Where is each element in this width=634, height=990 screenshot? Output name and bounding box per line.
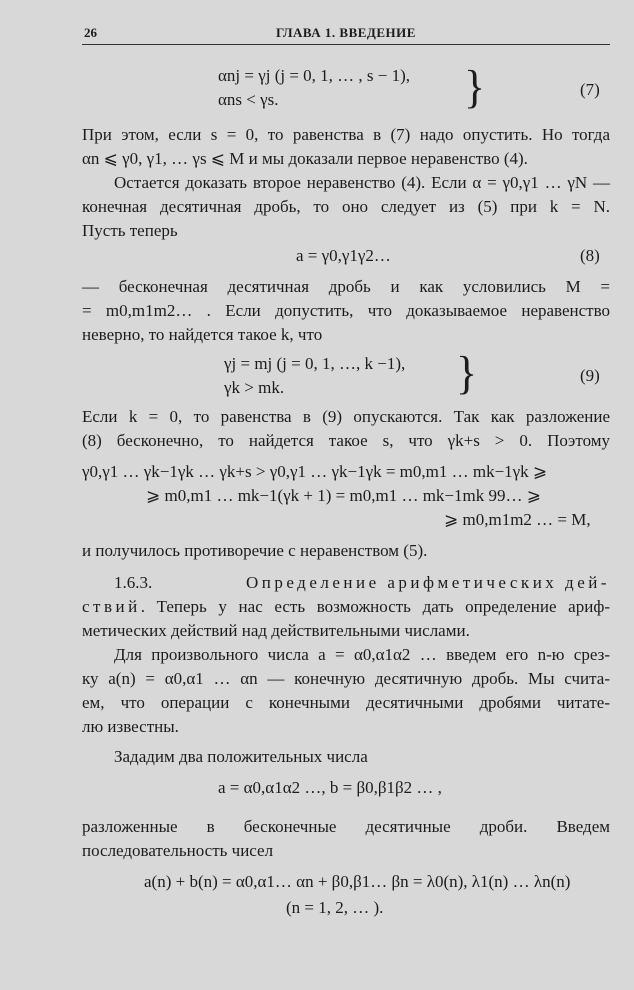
eq10-line2: ⩾ m0,m1 … mk−1(γk + 1) = m0,m1 … mk−1mk 99… ⩾ — [146, 486, 541, 505]
section-line2: метических действий над действительными числами. — [82, 621, 470, 640]
p8-line2: последовательность чисел — [82, 841, 274, 860]
section-heading-line1 — [114, 572, 610, 594]
eq9-brace: } — [456, 347, 478, 400]
eq9-line2: γk > mk. — [224, 378, 285, 397]
eq11: a = α0,α1α2 …, b = β0,β1β2 … , — [218, 778, 442, 797]
p6-line1: Для произвольного числа a = α0,α1α2 … введем его n-ю срез- — [114, 645, 610, 664]
p3-line1: — бесконечная десятичная дробь и как условились M = — [82, 277, 610, 296]
eq12-line2: (n = 1, 2, … ). — [286, 898, 384, 917]
section-title-part1: Определение арифметических дей- — [245, 573, 610, 592]
p2-line3: Пусть теперь — [82, 221, 178, 240]
eq7-number: (7) — [580, 80, 600, 99]
p5: и получилось противоречие с неравенством (5). — [82, 541, 428, 560]
p2-line1: Остается доказать второе неравенство (4). Если α = γ0,γ1 … γN — — [114, 173, 610, 192]
eq8-text: a = γ0,γ1γ2… — [296, 246, 391, 265]
eq7-line2: αns < γs. — [218, 90, 279, 109]
section-line1-rest: . Теперь у нас есть возможность дать определение ариф- — [140, 597, 610, 616]
section-title-part2: ствий — [82, 597, 141, 616]
eq7-line1: αnj = γj (j = 0, 1, … , s − 1), — [218, 66, 411, 85]
running-header — [82, 22, 610, 45]
page-number: 26 — [84, 25, 97, 40]
p3-line2: = m0,m1m2… . Если допустить, что доказываемое неравенство — [82, 301, 610, 320]
p8-line1: разложенные в бесконечные десятичные дроби. Введем — [82, 817, 610, 836]
section-heading-line2 — [82, 596, 610, 618]
eq10-line3: ⩾ m0,m1m2 … = M, — [444, 510, 591, 529]
chapter-title: ГЛАВА 1. ВВЕДЕНИЕ — [276, 25, 416, 40]
p1-line1: При этом, если s = 0, то равенства в (7) надо опустить. Но тогда — [82, 125, 610, 144]
p1-line2: αn ⩽ γ0, γ1, … γs ⩽ M и мы доказали первое неравенство (4). — [82, 149, 528, 168]
p3-line3: неверно, то найдется такое k, что — [82, 325, 323, 344]
p2-line2: конечная десятичная дробь, то оно следует из (5) при k = N. — [82, 197, 610, 216]
eq12-line1: a(n) + b(n) = α0,α1… αn + β0,β1… βn = λ0(n), λ1(n) … λn(n) — [144, 872, 571, 891]
p4-line1: Если k = 0, то равенства в (9) опускаются. Так как разложение — [82, 407, 610, 426]
section-number: 1.6.3. — [114, 573, 153, 592]
p6-line3: ем, что операции с конечными десятичными дробями читате- — [82, 693, 610, 712]
eq9-line1: γj = mj (j = 0, 1, …, k −1), — [224, 354, 406, 373]
eq9-number: (9) — [580, 366, 600, 385]
p7: Зададим два положительных числа — [114, 747, 368, 766]
eq10-line1: γ0,γ1 … γk−1γk … γk+s > γ0,γ1 … γk−1γk = m0,m1 … mk−1γk ⩾ — [82, 462, 548, 481]
eq7-brace: } — [464, 61, 486, 114]
p4-line2: (8) бесконечно, то найдется такое s, что γk+s > 0. Поэтому — [82, 431, 610, 450]
eq8-number: (8) — [580, 246, 600, 265]
p6-line4: лю известны. — [82, 717, 179, 736]
p6-line2: ку a(n) = α0,α1 … αn — конечную десятичную дробь. Мы счита- — [82, 669, 610, 688]
